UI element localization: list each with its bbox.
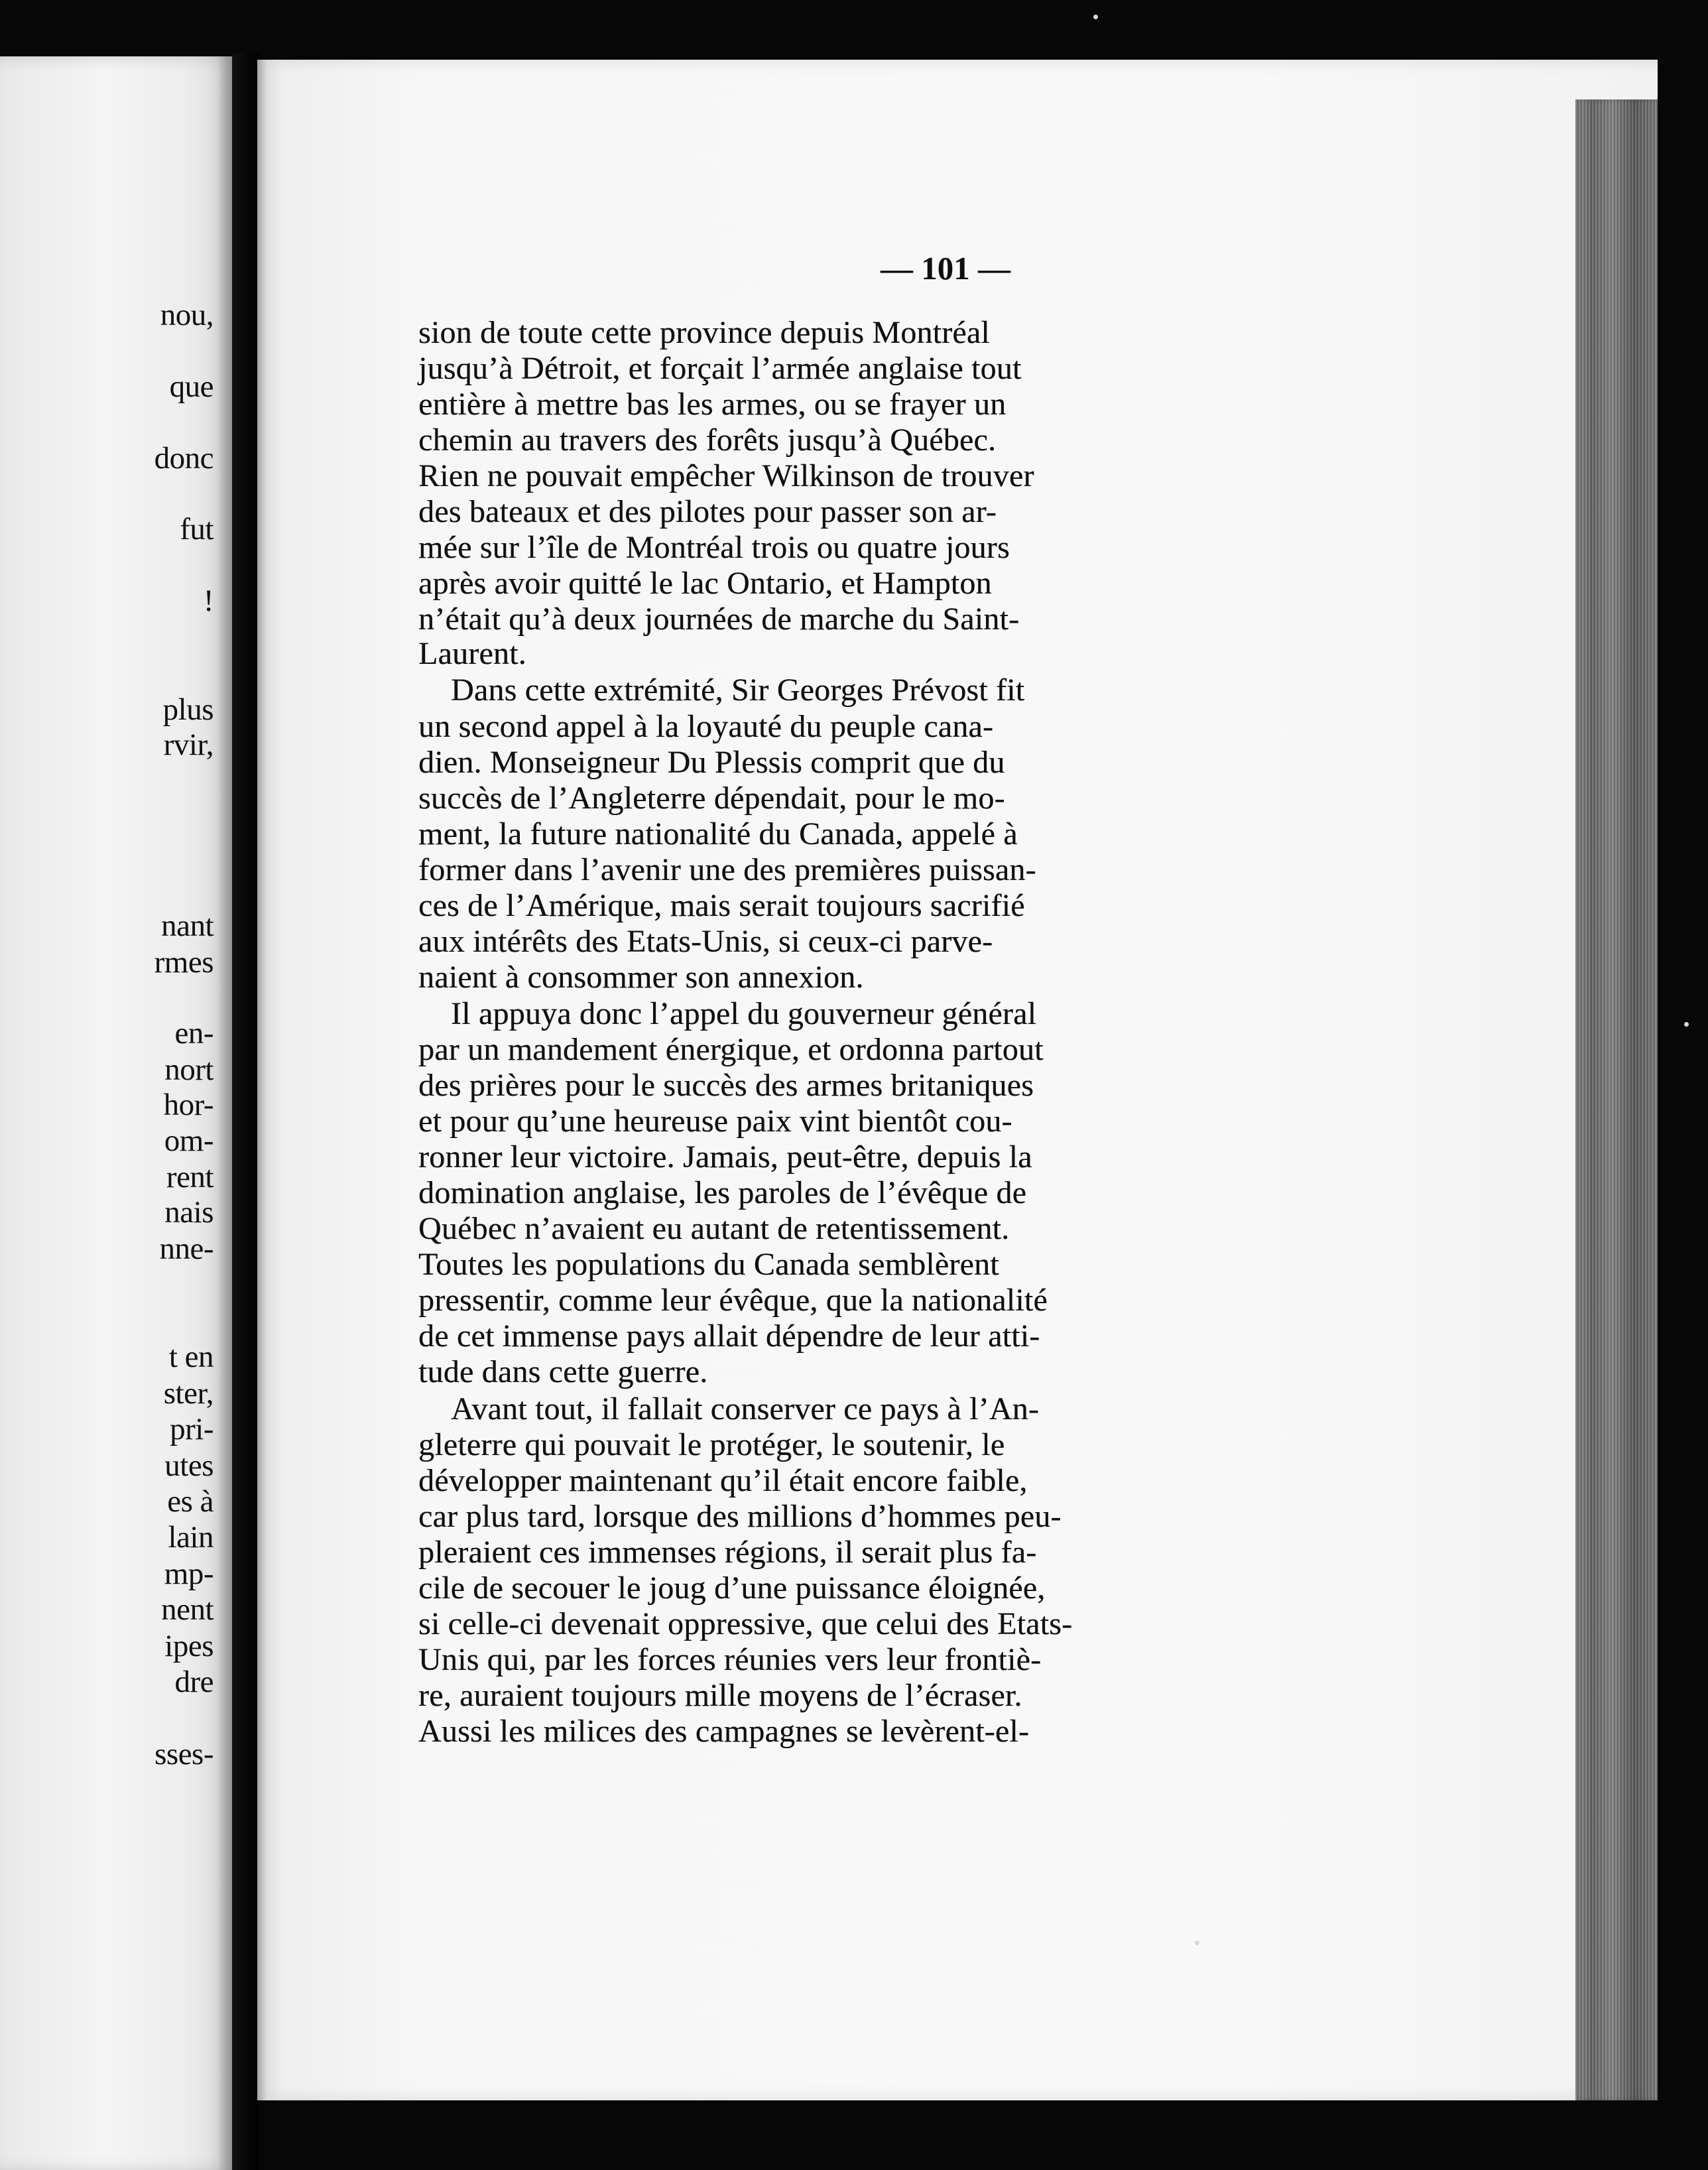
text-line: et pour qu’une heureuse paix vint bientôt cou- <box>418 1104 1012 1139</box>
text-line: Québec n’avaient eu autant de retentissement. <box>418 1211 1010 1246</box>
text-line: car plus tard, lorsque des millions d’hommes peu- <box>418 1499 1062 1534</box>
text-line: un second appel à la loyauté du peuple cana- <box>418 709 994 744</box>
left-page-fragment: nort <box>164 1053 213 1087</box>
left-page-fragment: nant <box>161 909 213 943</box>
left-page-fragment: nou, <box>160 298 213 332</box>
scan-dust <box>1195 1941 1199 1945</box>
scan-dust <box>1093 15 1098 19</box>
text-line: sion de toute cette province depuis Montréal <box>418 315 990 350</box>
left-page-fragment: nais <box>164 1195 213 1230</box>
left-page-fragment: en- <box>174 1016 213 1051</box>
text-line: Aussi les milices des campagnes se levèrent-el- <box>418 1714 1030 1749</box>
text-line: Rien ne pouvait empêcher Wilkinson de trouver <box>418 458 1034 493</box>
text-line: entière à mettre bas les armes, ou se frayer un <box>418 387 1006 422</box>
text-line: domination anglaise, les paroles de l’évêque de <box>418 1175 1027 1210</box>
left-page-fragment: donc <box>154 441 213 476</box>
text-line: Unis qui, par les forces réunies vers leur frontiè- <box>418 1642 1042 1677</box>
text-line: chemin au travers des forêts jusqu’à Québec. <box>418 422 997 458</box>
text-line: ment, la future nationalité du Canada, appelé à <box>418 816 1018 852</box>
book-gutter <box>232 53 259 2170</box>
left-page-fragment: om- <box>164 1123 213 1158</box>
text-line: tude dans cette guerre. <box>418 1354 708 1389</box>
left-page-fragment: nne- <box>159 1232 213 1266</box>
text-line: des prières pour le succès des armes britaniques <box>418 1068 1034 1103</box>
left-page-fragment: nent <box>161 1592 213 1627</box>
left-page-fragment: es à <box>167 1484 213 1519</box>
left-page-fragment: ipes <box>164 1629 213 1663</box>
right-page <box>257 60 1658 2100</box>
text-line: pleraient ces immenses régions, il serait plus fa- <box>418 1535 1037 1570</box>
text-line: former dans l’avenir une des premières puissan- <box>418 852 1036 887</box>
text-line: par un mandement énergique, et ordonna partout <box>418 1032 1044 1067</box>
text-line: cile de secouer le joug d’une puissance éloignée, <box>418 1570 1046 1606</box>
left-page-fragment: t en <box>168 1340 213 1374</box>
page-edge <box>1575 99 1658 2100</box>
left-page-fragment: rent <box>166 1160 213 1194</box>
text-line: aux intérêts des Etats-Unis, si ceux-ci parve- <box>418 924 993 959</box>
left-page-fragment: ster, <box>163 1376 213 1411</box>
text-line: Toutes les populations du Canada semblèrent <box>418 1247 999 1282</box>
left-page-fragment: sses- <box>154 1737 213 1771</box>
scan-dust <box>1684 1022 1689 1027</box>
left-page-fragment: rvir, <box>163 728 213 762</box>
text-line: mée sur l’île de Montréal trois ou quatre jours <box>418 530 1010 565</box>
text-line: pressentir, comme leur évêque, que la nationalité <box>418 1283 1048 1318</box>
text-line: jusqu’à Détroit, et forçait l’armée anglaise tout <box>418 351 1022 386</box>
text-line: n’était qu’à deux journées de marche du Saint- <box>418 602 1020 637</box>
text-line: ronner leur victoire. Jamais, peut-être, depuis la <box>418 1139 1032 1175</box>
page-number: — 101 — <box>881 250 1010 287</box>
text-line: développer maintenant qu’il était encore faible, <box>418 1463 1028 1498</box>
left-page-fragment: ! <box>203 584 213 618</box>
left-page-fragment: plus <box>162 692 213 727</box>
text-line: dien. Monseigneur Du Plessis comprit que du <box>418 745 1005 780</box>
left-page-fragment: hor- <box>163 1088 213 1122</box>
text-line: succès de l’Angleterre dépendait, pour le mo- <box>418 781 1005 816</box>
left-page-fragment: que <box>169 369 213 404</box>
text-line: gleterre qui pouvait le protéger, le soutenir, le <box>418 1427 1005 1462</box>
text-line: Avant tout, il fallait conserver ce pays à l’An- <box>451 1391 1040 1427</box>
left-page-fragment: fut <box>180 512 213 546</box>
text-line: après avoir quitté le lac Ontario, et Hampton <box>418 566 992 601</box>
text-line: Il appuya donc l’appel du gouverneur général <box>451 996 1037 1031</box>
left-page-fragment: mp- <box>164 1557 213 1591</box>
text-line: Laurent. <box>418 636 526 671</box>
left-page <box>0 56 232 2170</box>
text-line: des bateaux et des pilotes pour passer son ar- <box>418 494 997 529</box>
left-page-fragment: utes <box>164 1448 213 1483</box>
left-page-fragment: rmes <box>154 945 213 980</box>
text-line: Dans cette extrémité, Sir Georges Prévost fit <box>451 672 1025 708</box>
text-line: ces de l’Amérique, mais serait toujours sacrifié <box>418 888 1025 923</box>
left-page-fragment: lain <box>168 1520 213 1555</box>
left-page-fragment: pri- <box>170 1412 213 1446</box>
text-line: si celle-ci devenait oppressive, que celui des Etats- <box>418 1606 1073 1641</box>
text-line: de cet immense pays allait dépendre de leur atti- <box>418 1318 1040 1354</box>
text-line: naient à consommer son annexion. <box>418 960 864 995</box>
left-page-fragment: dre <box>174 1665 213 1699</box>
text-line: re, auraient toujours mille moyens de l’écraser. <box>418 1678 1022 1713</box>
